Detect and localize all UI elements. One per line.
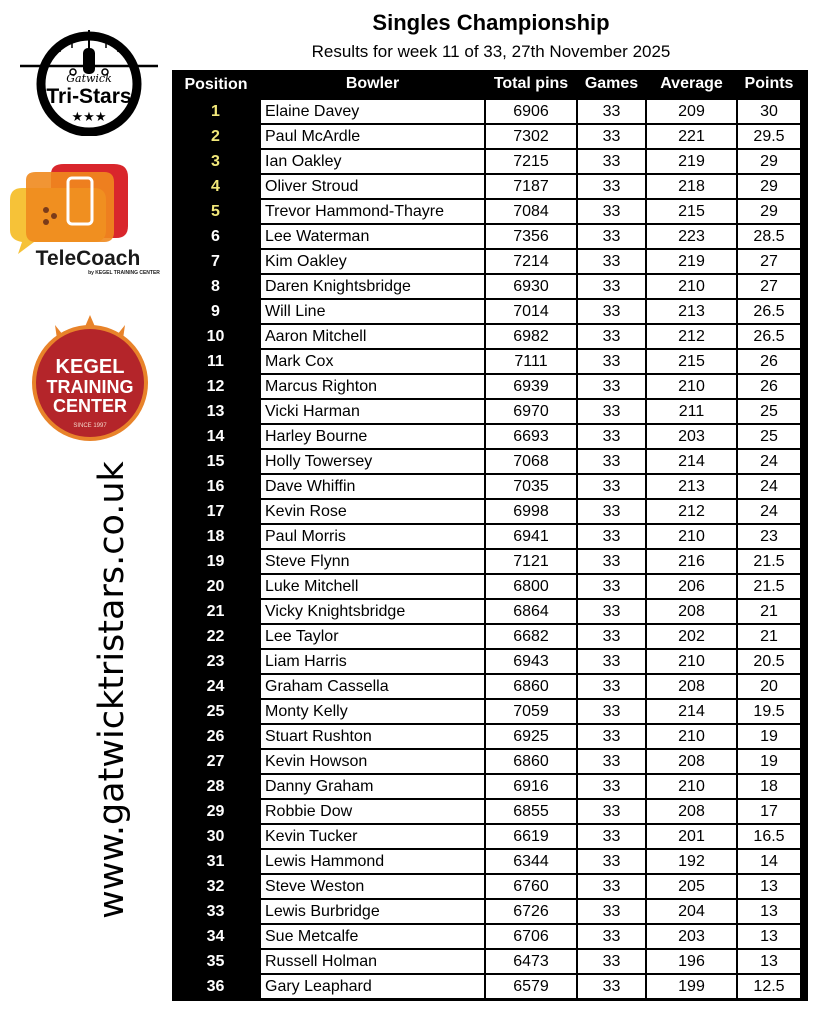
average-cell: 199 (646, 974, 737, 999)
average-cell: 208 (646, 674, 737, 699)
total-pins-cell: 7014 (485, 299, 577, 324)
average-cell: 210 (646, 374, 737, 399)
bowler-name-cell: Russell Holman (260, 949, 485, 974)
average-cell: 215 (646, 349, 737, 374)
position-cell: 30 (206, 827, 225, 845)
bowler-name-cell: Lewis Burbridge (260, 899, 485, 924)
total-pins-cell: 7068 (485, 449, 577, 474)
points-cell: 30 (737, 99, 801, 124)
games-cell: 33 (577, 224, 646, 249)
games-cell: 33 (577, 749, 646, 774)
points-cell: 26 (737, 349, 801, 374)
bowler-name-cell: Kevin Tucker (260, 824, 485, 849)
bowler-name-cell: Daren Knightsbridge (260, 274, 485, 299)
average-cell: 208 (646, 799, 737, 824)
total-pins-cell: 7084 (485, 199, 577, 224)
table-row (172, 174, 801, 199)
table-row (172, 324, 801, 349)
total-pins-cell: 7187 (485, 174, 577, 199)
bowler-name-cell: Gary Leaphard (260, 974, 485, 999)
table-row (172, 299, 801, 324)
average-cell: 213 (646, 299, 737, 324)
average-cell: 202 (646, 624, 737, 649)
table-row (172, 699, 801, 724)
total-pins-cell: 6939 (485, 374, 577, 399)
position-cell: 7 (211, 252, 220, 270)
bowler-name-cell: Paul McArdle (260, 124, 485, 149)
column-header-games: Games (584, 75, 639, 92)
total-pins-cell: 7121 (485, 549, 577, 574)
table-row (172, 199, 801, 224)
phoenix-badge-icon (25, 305, 155, 445)
bowler-name-cell: Stuart Rushton (260, 724, 485, 749)
table-row (172, 749, 801, 774)
games-cell: 33 (577, 699, 646, 724)
average-cell: 214 (646, 699, 737, 724)
points-cell: 13 (737, 874, 801, 899)
total-pins-cell: 7111 (485, 349, 577, 374)
position-cell: 29 (206, 802, 225, 820)
column-header-bowler: Bowler (345, 75, 400, 92)
table-row (172, 599, 801, 624)
bowler-name-cell: Kevin Howson (260, 749, 485, 774)
points-cell: 21.5 (737, 549, 801, 574)
position-cell: 2 (211, 127, 220, 145)
svg-text:★★★: ★★★ (71, 110, 107, 125)
table-row (172, 924, 801, 949)
games-cell: 33 (577, 474, 646, 499)
points-cell: 29 (737, 149, 801, 174)
points-cell: 25 (737, 424, 801, 449)
points-cell: 13 (737, 949, 801, 974)
points-cell: 27 (737, 274, 801, 299)
position-cell: 9 (211, 302, 220, 320)
svg-text:CENTER: CENTER (52, 396, 128, 416)
average-cell: 210 (646, 774, 737, 799)
bowler-name-cell: Will Line (260, 299, 485, 324)
games-cell: 33 (577, 199, 646, 224)
points-cell: 14 (737, 849, 801, 874)
bowler-name-cell: Elaine Davey (260, 99, 485, 124)
points-cell: 13 (737, 899, 801, 924)
bowler-name-cell: Vicky Knightsbridge (260, 599, 485, 624)
average-cell: 206 (646, 574, 737, 599)
position-cell: 3 (211, 152, 220, 170)
average-cell: 208 (646, 599, 737, 624)
total-pins-cell: 7059 (485, 699, 577, 724)
total-pins-cell: 7302 (485, 124, 577, 149)
table-row (172, 799, 801, 824)
page-title: Singles Championship (372, 10, 610, 35)
total-pins-cell: 6941 (485, 524, 577, 549)
games-cell: 33 (577, 549, 646, 574)
games-cell: 33 (577, 374, 646, 399)
total-pins-cell: 6344 (485, 849, 577, 874)
games-cell: 33 (577, 399, 646, 424)
bowler-name-cell: Ian Oakley (260, 149, 485, 174)
svg-text:TRAINING: TRAINING (46, 377, 134, 397)
games-cell: 33 (577, 299, 646, 324)
points-cell: 24 (737, 449, 801, 474)
games-cell: 33 (577, 624, 646, 649)
position-cell: 27 (206, 752, 225, 770)
table-row (172, 899, 801, 924)
games-cell: 33 (577, 349, 646, 374)
table-row (172, 374, 801, 399)
points-cell: 17 (737, 799, 801, 824)
table-row (172, 449, 801, 474)
bowler-name-cell: Dave Whiffin (260, 474, 485, 499)
points-cell: 24 (737, 499, 801, 524)
points-cell: 27 (737, 249, 801, 274)
average-cell: 201 (646, 824, 737, 849)
position-cell: 10 (206, 327, 225, 345)
total-pins-cell: 7214 (485, 249, 577, 274)
bowler-name-cell: Lewis Hammond (260, 849, 485, 874)
games-cell: 33 (577, 524, 646, 549)
average-cell: 210 (646, 724, 737, 749)
average-cell: 203 (646, 424, 737, 449)
games-cell: 33 (577, 824, 646, 849)
position-cell: 31 (206, 852, 225, 870)
position-cell: 15 (206, 452, 225, 470)
average-cell: 219 (646, 149, 737, 174)
total-pins-cell: 6760 (485, 874, 577, 899)
points-cell: 25 (737, 399, 801, 424)
bowler-name-cell: Danny Graham (260, 774, 485, 799)
column-header-points: Points (744, 75, 794, 92)
points-cell: 29 (737, 199, 801, 224)
points-cell: 21.5 (737, 574, 801, 599)
position-cell: 1 (211, 102, 220, 120)
games-cell: 33 (577, 599, 646, 624)
points-cell: 21 (737, 599, 801, 624)
games-cell: 33 (577, 274, 646, 299)
bowler-name-cell: Lee Waterman (260, 224, 485, 249)
bowler-name-cell: Paul Morris (260, 524, 485, 549)
points-cell: 21 (737, 624, 801, 649)
points-cell: 29.5 (737, 124, 801, 149)
total-pins-cell: 6860 (485, 674, 577, 699)
table-row (172, 349, 801, 374)
bowler-name-cell: Holly Towersey (260, 449, 485, 474)
bowler-name-cell: Sue Metcalfe (260, 924, 485, 949)
table-row (172, 549, 801, 574)
table-row (172, 774, 801, 799)
games-cell: 33 (577, 674, 646, 699)
games-cell: 33 (577, 249, 646, 274)
games-cell: 33 (577, 499, 646, 524)
games-cell: 33 (577, 424, 646, 449)
position-cell: 14 (206, 427, 225, 445)
games-cell: 33 (577, 949, 646, 974)
points-cell: 20 (737, 674, 801, 699)
games-cell: 33 (577, 849, 646, 874)
average-cell: 210 (646, 524, 737, 549)
average-cell: 209 (646, 99, 737, 124)
bowler-name-cell: Aaron Mitchell (260, 324, 485, 349)
average-cell: 214 (646, 449, 737, 474)
bowler-name-cell: Kim Oakley (260, 249, 485, 274)
average-cell: 215 (646, 199, 737, 224)
games-cell: 33 (577, 874, 646, 899)
points-cell: 18 (737, 774, 801, 799)
points-cell: 23 (737, 524, 801, 549)
points-cell: 26.5 (737, 299, 801, 324)
table-row (172, 724, 801, 749)
bowler-name-cell: Harley Bourne (260, 424, 485, 449)
airplane-logo-icon (18, 26, 160, 136)
position-cell: 13 (206, 402, 225, 420)
average-cell: 212 (646, 324, 737, 349)
average-cell: 208 (646, 749, 737, 774)
total-pins-cell: 7356 (485, 224, 577, 249)
total-pins-cell: 6970 (485, 399, 577, 424)
bowler-name-cell: Monty Kelly (260, 699, 485, 724)
games-cell: 33 (577, 974, 646, 999)
total-pins-cell: 6693 (485, 424, 577, 449)
total-pins-cell: 6682 (485, 624, 577, 649)
position-cell: 16 (206, 477, 225, 495)
column-header-average: Average (660, 75, 723, 92)
games-cell: 33 (577, 574, 646, 599)
position-cell: 33 (206, 902, 225, 920)
telecoach-chat-phone-icon (6, 162, 166, 277)
games-cell: 33 (577, 899, 646, 924)
points-cell: 28.5 (737, 224, 801, 249)
position-cell: 11 (207, 352, 224, 370)
average-cell: 196 (646, 949, 737, 974)
results-table-container (172, 70, 808, 1001)
svg-text:Tri-Stars: Tri-Stars (46, 85, 132, 108)
column-header-position: Position (184, 75, 248, 93)
table-row (172, 249, 801, 274)
average-cell: 192 (646, 849, 737, 874)
points-cell: 19 (737, 749, 801, 774)
points-cell: 19 (737, 724, 801, 749)
bowler-name-cell: Marcus Righton (260, 374, 485, 399)
games-cell: 33 (577, 99, 646, 124)
average-cell: 221 (646, 124, 737, 149)
games-cell: 33 (577, 924, 646, 949)
table-row (172, 124, 801, 149)
column-header-total-pins: Total pins (493, 75, 569, 92)
average-cell: 213 (646, 474, 737, 499)
position-cell: 26 (206, 727, 225, 745)
position-cell: 12 (206, 377, 225, 395)
table-row (172, 674, 801, 699)
bowler-name-cell: Steve Flynn (260, 549, 485, 574)
table-row (172, 574, 801, 599)
position-cell: 23 (206, 652, 225, 670)
bowler-name-cell: Robbie Dow (260, 799, 485, 824)
svg-text:KEGEL: KEGEL (55, 356, 125, 378)
points-cell: 26.5 (737, 324, 801, 349)
average-cell: 216 (646, 549, 737, 574)
total-pins-cell: 6855 (485, 799, 577, 824)
total-pins-cell: 6943 (485, 649, 577, 674)
average-cell: 210 (646, 649, 737, 674)
svg-text:by KEGEL TRAINING CENTER: by KEGEL TRAINING CENTER (88, 270, 160, 276)
total-pins-cell: 6925 (485, 724, 577, 749)
table-row (172, 824, 801, 849)
position-cell: 18 (206, 527, 225, 545)
points-cell: 12.5 (737, 974, 801, 999)
average-cell: 219 (646, 249, 737, 274)
total-pins-cell: 7215 (485, 149, 577, 174)
points-cell: 20.5 (737, 649, 801, 674)
games-cell: 33 (577, 449, 646, 474)
average-cell: 211 (646, 399, 737, 424)
table-row (172, 224, 801, 249)
position-cell: 21 (206, 602, 225, 620)
games-cell: 33 (577, 149, 646, 174)
total-pins-cell: 6473 (485, 949, 577, 974)
points-cell: 26 (737, 374, 801, 399)
bowler-name-cell: Graham Cassella (260, 674, 485, 699)
gatwick-tristars-logo (18, 26, 160, 136)
total-pins-cell: 6726 (485, 899, 577, 924)
total-pins-cell: 6860 (485, 749, 577, 774)
position-cell: 22 (206, 627, 225, 645)
position-cell: 5 (211, 202, 220, 220)
kegel-training-center-logo (25, 305, 155, 445)
table-header-row (172, 70, 801, 99)
position-cell: 35 (206, 952, 225, 970)
position-cell: 24 (206, 677, 225, 695)
games-cell: 33 (577, 124, 646, 149)
table-row (172, 274, 801, 299)
position-cell: 34 (206, 927, 225, 945)
average-cell: 212 (646, 499, 737, 524)
page-subtitle: Results for week 11 of 33, 27th November 2025 (311, 42, 671, 61)
total-pins-cell: 7035 (485, 474, 577, 499)
bowler-name-cell: Trevor Hammond-Thayre (260, 199, 485, 224)
bowler-name-cell: Steve Weston (260, 874, 485, 899)
games-cell: 33 (577, 649, 646, 674)
position-cell: 6 (211, 227, 220, 245)
total-pins-cell: 6864 (485, 599, 577, 624)
bowler-name-cell: Luke Mitchell (260, 574, 485, 599)
position-cell: 25 (206, 702, 225, 720)
table-row (172, 474, 801, 499)
bowler-name-cell: Vicki Harman (260, 399, 485, 424)
total-pins-cell: 6906 (485, 99, 577, 124)
position-cell: 32 (206, 877, 225, 895)
points-cell: 29 (737, 174, 801, 199)
points-cell: 16.5 (737, 824, 801, 849)
svg-text:TeleCoach: TeleCoach (35, 247, 141, 270)
table-row (172, 524, 801, 549)
total-pins-cell: 6930 (485, 274, 577, 299)
average-cell: 210 (646, 274, 737, 299)
bowler-name-cell: Kevin Rose (260, 499, 485, 524)
bowler-name-cell: Mark Cox (260, 349, 485, 374)
bowler-name-cell: Lee Taylor (260, 624, 485, 649)
points-cell: 19.5 (737, 699, 801, 724)
table-row (172, 149, 801, 174)
average-cell: 205 (646, 874, 737, 899)
table-row (172, 424, 801, 449)
position-cell: 4 (211, 177, 220, 195)
position-cell: 8 (211, 277, 220, 295)
average-cell: 204 (646, 899, 737, 924)
table-row (172, 874, 801, 899)
games-cell: 33 (577, 324, 646, 349)
telecoach-logo (6, 162, 166, 277)
total-pins-cell: 6706 (485, 924, 577, 949)
position-cell: 17 (206, 502, 225, 520)
average-cell: 218 (646, 174, 737, 199)
website-link[interactable]: www.gatwicktristars.co.uk (92, 461, 132, 919)
results-table (172, 70, 802, 1000)
table-row (172, 624, 801, 649)
games-cell: 33 (577, 799, 646, 824)
games-cell: 33 (577, 774, 646, 799)
total-pins-cell: 6916 (485, 774, 577, 799)
average-cell: 203 (646, 924, 737, 949)
svg-text:SINCE 1997: SINCE 1997 (73, 423, 107, 429)
svg-text:Gatwick: Gatwick (66, 72, 112, 85)
total-pins-cell: 6579 (485, 974, 577, 999)
table-row (172, 499, 801, 524)
table-row (172, 974, 801, 999)
table-row (172, 649, 801, 674)
points-cell: 24 (737, 474, 801, 499)
table-row (172, 949, 801, 974)
table-row (172, 399, 801, 424)
points-cell: 13 (737, 924, 801, 949)
position-cell: 28 (206, 777, 225, 795)
bowler-name-cell: Oliver Stroud (260, 174, 485, 199)
total-pins-cell: 6800 (485, 574, 577, 599)
table-row (172, 99, 801, 124)
total-pins-cell: 6982 (485, 324, 577, 349)
average-cell: 223 (646, 224, 737, 249)
bowler-name-cell: Liam Harris (260, 649, 485, 674)
total-pins-cell: 6998 (485, 499, 577, 524)
total-pins-cell: 6619 (485, 824, 577, 849)
games-cell: 33 (577, 174, 646, 199)
games-cell: 33 (577, 724, 646, 749)
position-cell: 20 (206, 577, 225, 595)
table-row (172, 849, 801, 874)
position-cell: 19 (206, 552, 225, 570)
position-cell: 36 (206, 977, 225, 995)
